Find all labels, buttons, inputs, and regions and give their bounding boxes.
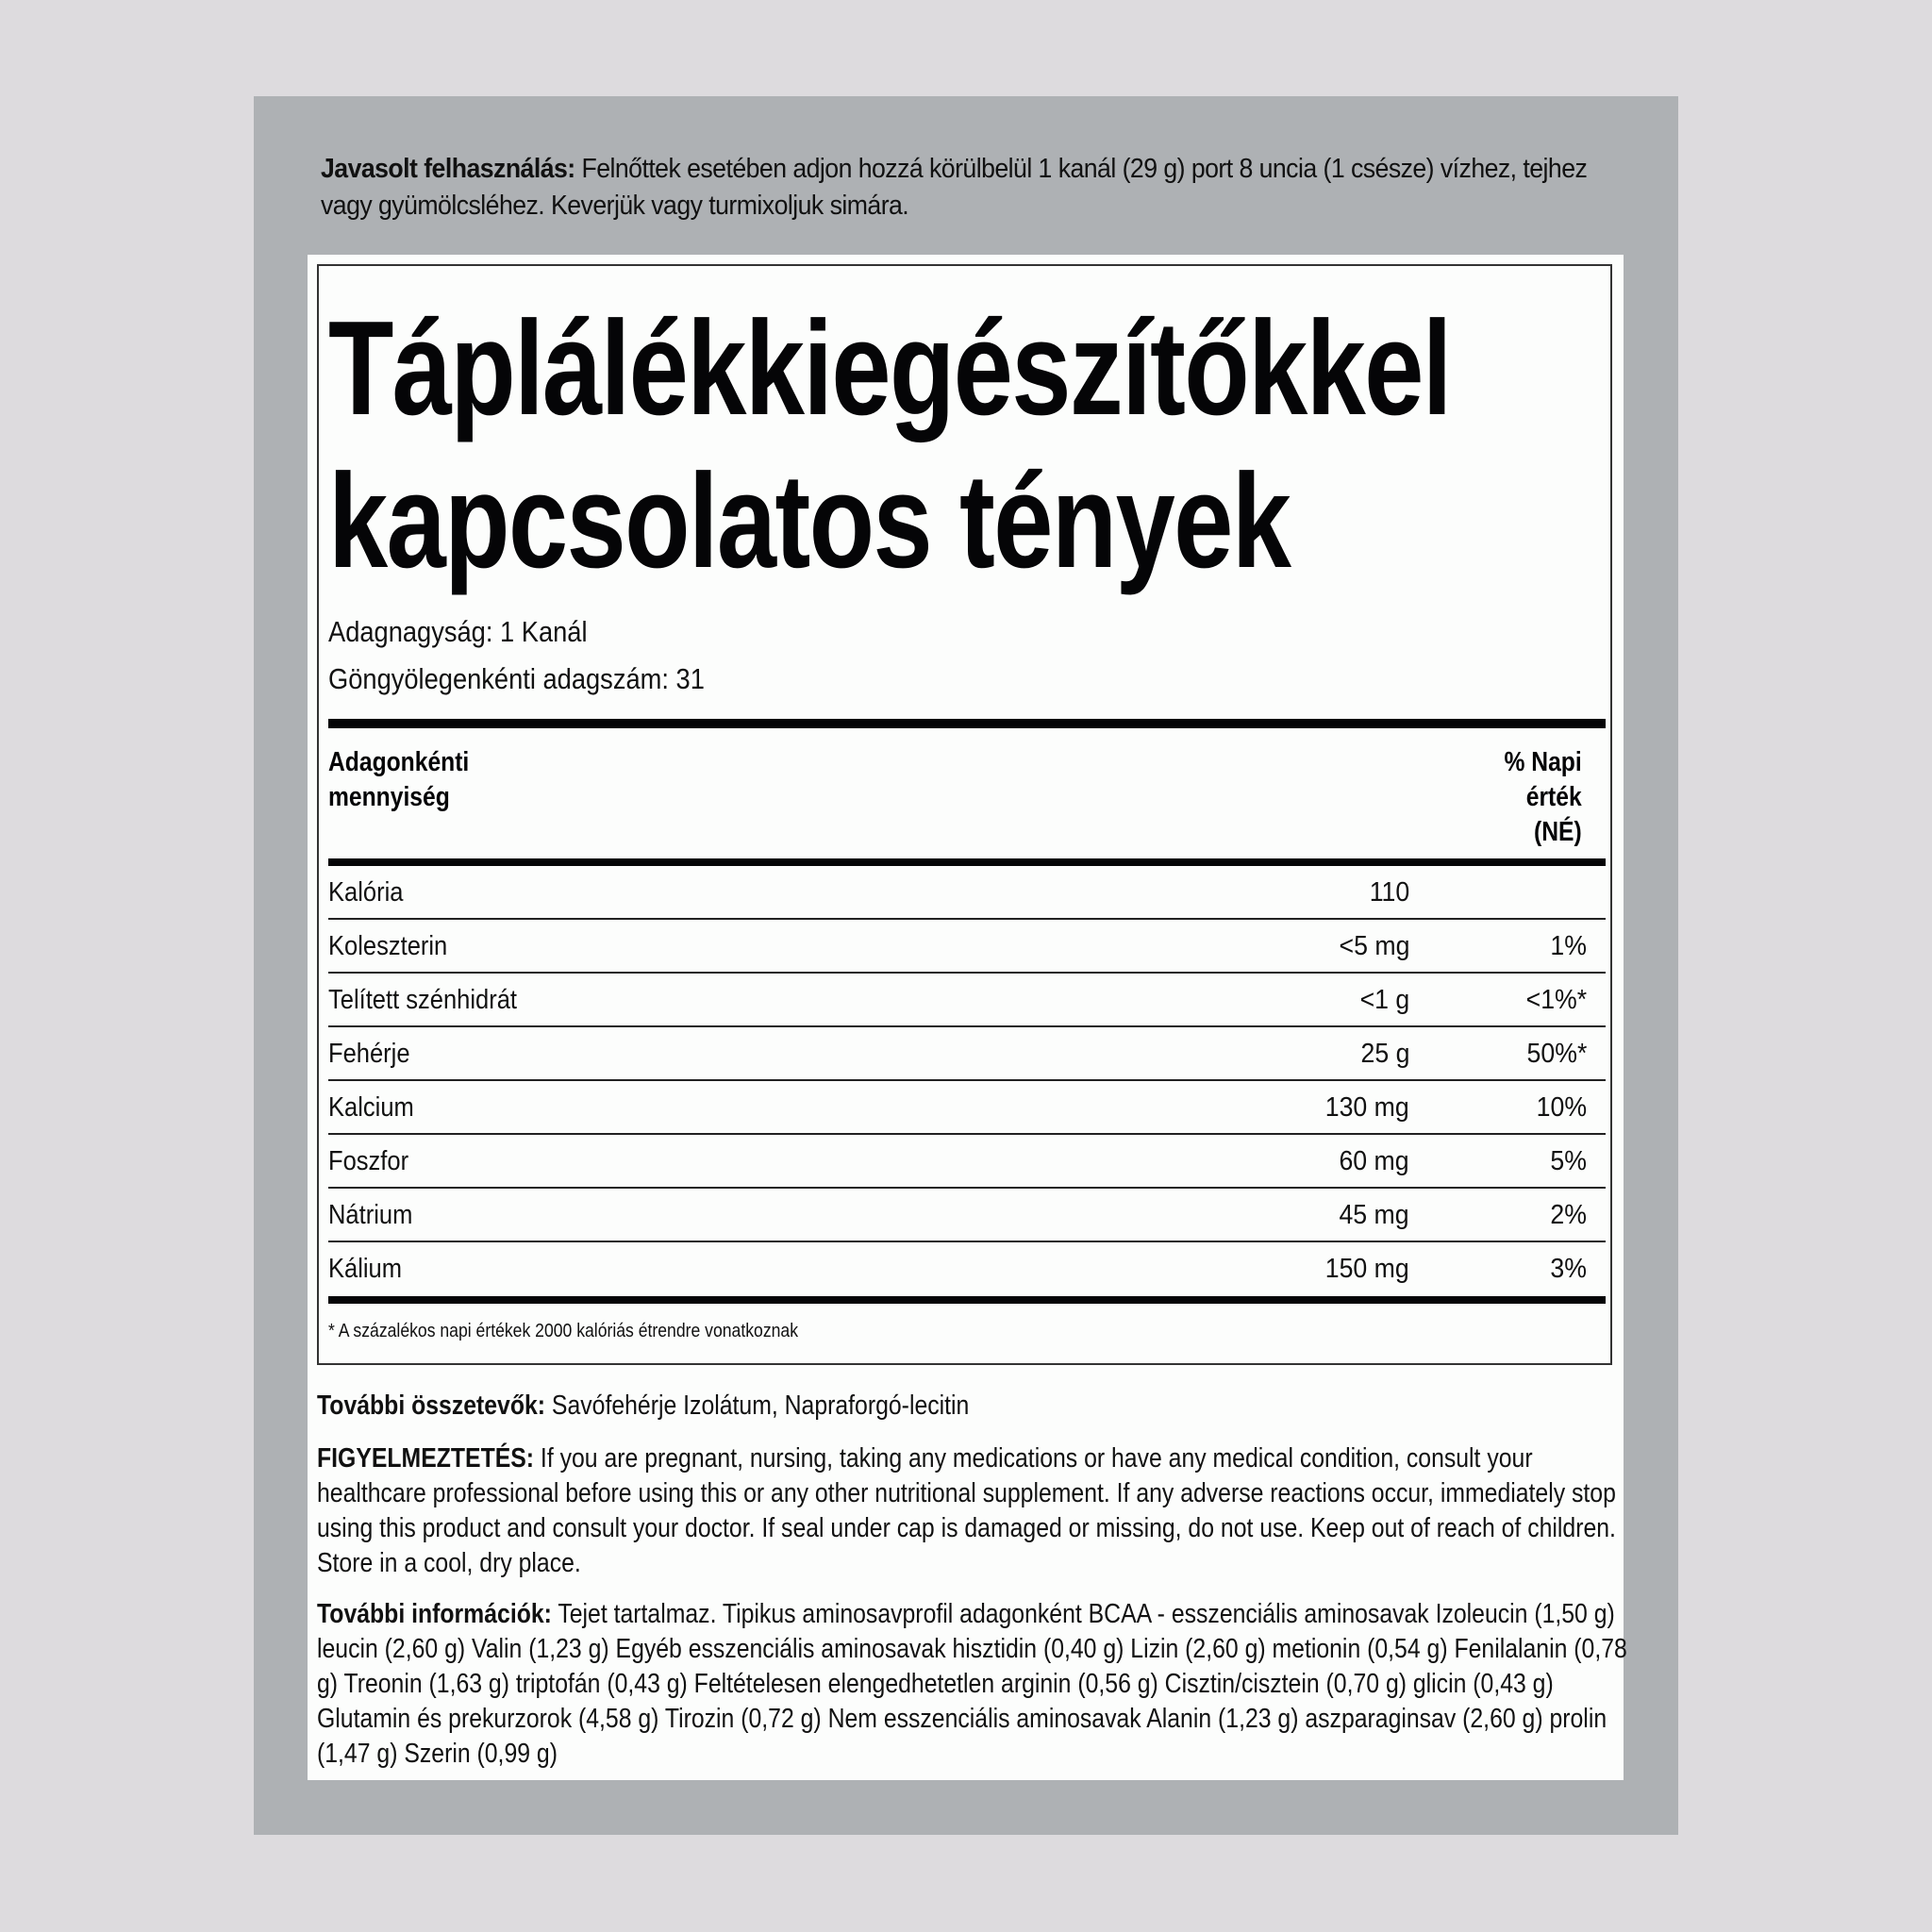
other-ingredients-text: Savófehérje Izolátum, Napraforgó-lecitin xyxy=(545,1391,970,1421)
warning-text: If you are pregnant, nursing, taking any medications or have any medical condition, consult your healthcare professional before using this or any other nutritional supplement. If any adverse reactions occur, immediately stop using this product and consult your doctor. If seal under cap is damaged or missing, do not use. Keep out of reach of children. Store in a cool, dry place. xyxy=(317,1443,1616,1578)
other-ingredients xyxy=(317,1389,1640,1424)
nutrient-name: Foszfor xyxy=(328,1146,409,1176)
header-right-line2: érték xyxy=(1526,782,1582,812)
divider-thick xyxy=(328,1296,1606,1304)
facts-title xyxy=(328,292,1460,598)
nutrient-row xyxy=(328,1081,1606,1135)
more-info-label: További információk: xyxy=(317,1599,552,1629)
nutrient-row xyxy=(328,974,1606,1027)
nutrient-daily-value: 3% xyxy=(1550,1254,1587,1284)
suggested-use-text: Felnőttek esetében adjon hozzá körülbelül 1 kanál (29 g) port 8 uncia (1 csésze) vízhez, tejhez vagy gyümölcsléhez. Keverjük vagy turmixoljuk simára. xyxy=(321,154,1588,221)
footnote: * A százalékos napi értékek 2000 kalóriás étrendre vonatkoznak xyxy=(328,1321,798,1341)
warning-label: FIGYELMEZTETÉS: xyxy=(317,1443,535,1474)
nutrient-amount: <1 g xyxy=(1359,985,1409,1015)
nutrient-amount: 150 mg xyxy=(1325,1254,1409,1284)
serving-size: Adagnagyság: 1 Kanál xyxy=(328,615,588,648)
nutrient-daily-value: <1%* xyxy=(1525,985,1587,1015)
facts-title-line2: kapcsolatos tények xyxy=(328,446,1291,596)
nutrient-name: Kalória xyxy=(328,877,404,908)
header-left-line2: mennyiség xyxy=(328,782,450,812)
suggested-use-label: Javasolt felhasználás: xyxy=(321,154,575,184)
nutrient-name: Kalcium xyxy=(328,1092,414,1123)
header-right-line1: % Napi xyxy=(1504,747,1582,777)
nutrient-row xyxy=(328,1135,1606,1189)
nutrient-daily-value: 2% xyxy=(1550,1200,1587,1230)
nutrient-daily-value: 5% xyxy=(1550,1146,1587,1176)
header-left-line1: Adagonkénti xyxy=(328,747,470,777)
nutrient-amount: 110 xyxy=(1369,877,1409,908)
nutrient-amount: 45 mg xyxy=(1339,1200,1409,1230)
nutrient-amount: 130 mg xyxy=(1325,1092,1409,1123)
nutrient-name: Nátrium xyxy=(328,1200,413,1230)
facts-title-line1: Táplálékkiegészítőkkel xyxy=(328,293,1451,443)
divider-thick xyxy=(328,719,1606,728)
divider-thick xyxy=(328,858,1606,866)
supplement-facts-box xyxy=(317,264,1612,1365)
nutrient-row xyxy=(328,866,1606,920)
nutrient-amount: <5 mg xyxy=(1339,931,1409,961)
nutrient-name: Koleszterin xyxy=(328,931,448,961)
nutrient-daily-value: 1% xyxy=(1550,931,1587,961)
nutrient-row xyxy=(328,1189,1606,1242)
warning xyxy=(317,1441,1640,1581)
daily-value-header xyxy=(1505,745,1582,850)
nutrient-name: Telített szénhidrát xyxy=(328,985,518,1015)
other-ingredients-label: További összetevők: xyxy=(317,1391,546,1421)
nutrient-row xyxy=(328,920,1606,974)
suggested-use xyxy=(321,151,1614,225)
nutrient-daily-value: 50%* xyxy=(1526,1039,1587,1069)
header-right-line3: (NÉ) xyxy=(1534,817,1582,847)
amount-per-serving-header xyxy=(328,745,469,815)
nutrient-daily-value: 10% xyxy=(1536,1092,1587,1123)
more-info xyxy=(317,1597,1640,1772)
servings-per-container: Göngyölegenkénti adagszám: 31 xyxy=(328,662,705,695)
nutrient-name: Kálium xyxy=(328,1254,403,1284)
nutrient-row xyxy=(328,1242,1606,1296)
nutrient-name: Fehérje xyxy=(328,1039,410,1069)
nutrient-row xyxy=(328,1027,1606,1081)
nutrient-amount: 60 mg xyxy=(1339,1146,1409,1176)
more-info-text: Tejet tartalmaz. Tipikus aminosavprofil adagonként BCAA - esszenciális aminosavak Izoleucin (1,50 g) leucin (2,60 g) Valin (1,23 g) Egyéb esszenciális aminosavak hisztidin (0,40 g) Lizin (2,60 g) metionin (0,54 g) Fenilalanin (0,78 g) Treonin (1,63 g) triptofán (0,43 g) Feltételesen elengedhetetlen arginin (0,56 g) Cisztin/cisztein (0,70 g) glicin (0,43 g) Glutamin és prekurzorok (4,58 g) Tirozin (0,72 g) Nem esszenciális aminosavak Alanin (1,23 g) aszparaginsav (2,60 g) prolin (1,47 g) Szerin (0,99 g) xyxy=(317,1599,1627,1769)
nutrient-amount: 25 g xyxy=(1360,1039,1409,1069)
